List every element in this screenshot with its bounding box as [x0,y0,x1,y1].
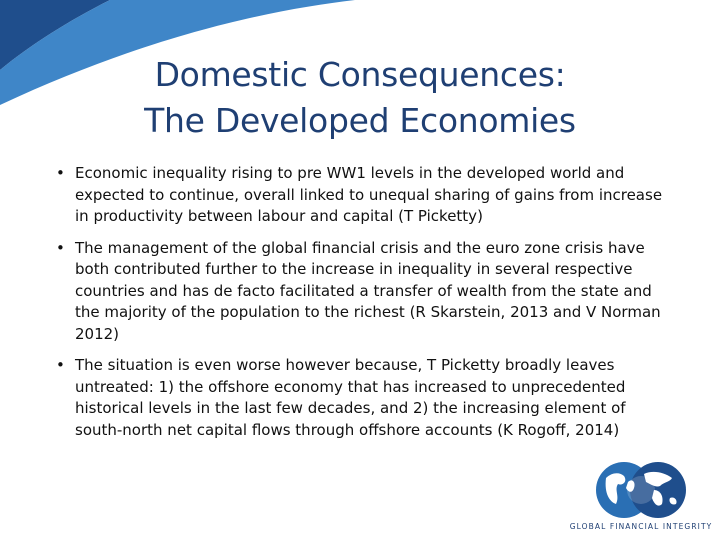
bullet-item [56,238,666,346]
bullet-item [56,355,666,441]
slide-title [0,52,720,144]
title-line-1: Domestic Consequences: [154,55,566,94]
bullet-marker: • [56,356,65,374]
title-line-2: The Developed Economies [144,101,576,140]
bullet-marker: • [56,164,65,182]
bullet-text: The management of the global financial crisis and the euro zone crisis have both contributed further to the increase in inequality in several respective countries and has de facto facilitated a transfer of wealth from the state and the majority of the population to the richest (R Skarstein, 2013 and V Norman 2012) [75,238,661,343]
global-financial-integrity-logo [566,460,716,538]
bullet-item [56,163,666,228]
globe-icon [566,460,716,520]
bullet-marker: • [56,238,65,257]
bullet-list [56,163,666,451]
bullet-text: The situation is even worse however because, T Picketty broadly leaves untreated: 1) the offshore economy that has increased to unprecedented historical levels in the last few decades, and 2) the increasing element of south-north net capital flows through offshore accounts (K Rogoff, 2014) [75,356,626,439]
logo-text: GLOBAL FINANCIAL INTEGRITY [569,522,713,531]
bullet-text: Economic inequality rising to pre WW1 levels in the developed world and expected to continue, overall linked to unequal sharing of gains from increase in productivity between labour and capital (T Picketty) [75,164,663,225]
